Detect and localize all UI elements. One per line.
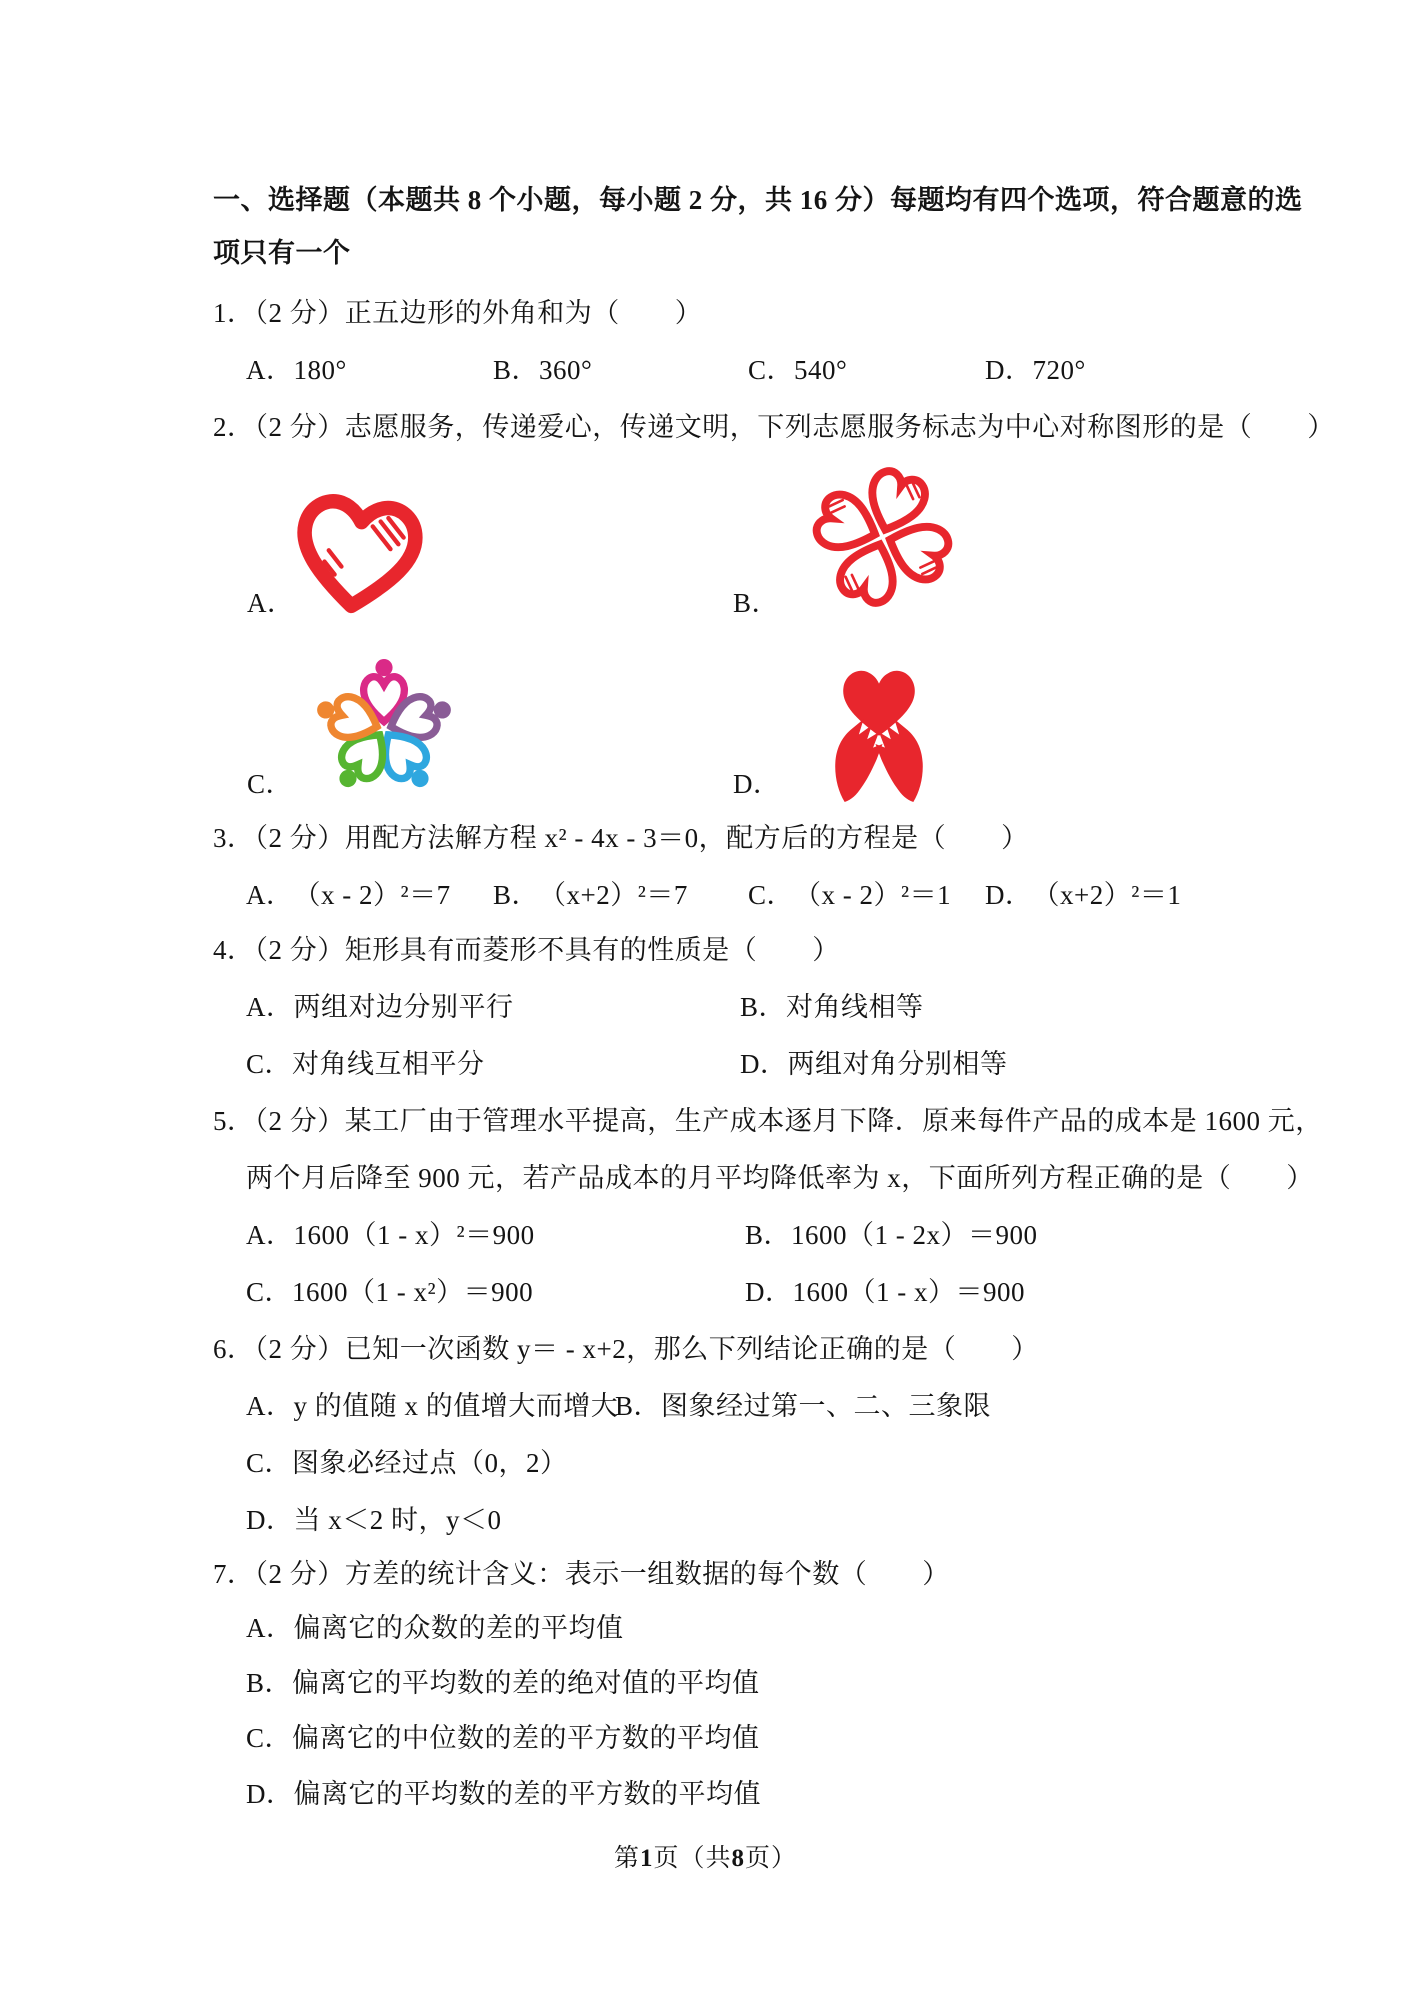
option-letter: A． <box>246 1220 294 1250</box>
question-3-option-b <box>493 877 688 913</box>
option-text: 两组对角分别相等 <box>787 1049 1008 1079</box>
question-4-option-d <box>740 1046 1008 1082</box>
option-letter: C． <box>246 1277 293 1307</box>
four-hearts-clover-logo-icon <box>790 458 975 616</box>
five-hearts-people-logo-icon <box>286 648 482 800</box>
question-1-option-a <box>246 352 347 388</box>
question-4-option-b <box>740 989 924 1025</box>
option-letter: A． <box>246 1613 294 1643</box>
option-letter: C． <box>748 880 795 910</box>
option-text: 偏离它的中位数的差的平方数的平均值 <box>292 1723 760 1753</box>
question-2-image-label-c: C． <box>247 769 294 799</box>
option-text: 对角线互相平分 <box>292 1049 485 1079</box>
option-letter: C． <box>246 1723 293 1753</box>
option-letter: D． <box>740 1049 788 1079</box>
option-text: 360° <box>539 355 593 385</box>
question-2-stem: 2．（2 分）志愿服务，传递爱心，传递文明，下列志愿服务标志为中心对称图形的是（ ） <box>213 412 1335 442</box>
question-4-stem: 4．（2 分）矩形具有而菱形不具有的性质是（ ） <box>213 935 840 965</box>
option-letter: B． <box>740 992 787 1022</box>
question-5-stem-line1: 5．（2 分）某工厂由于管理水平提高，生产成本逐月下降．原来每件产品的成本是 1600 元， <box>213 1106 1323 1136</box>
option-text: 图象经过第一、二、三象限 <box>661 1391 992 1421</box>
option-letter: B． <box>246 1668 293 1698</box>
page-footer <box>0 1838 1411 1874</box>
option-letter: A． <box>246 355 294 385</box>
question-6-option-c <box>246 1445 568 1481</box>
question-3-option-d <box>985 877 1181 913</box>
option-letter: C． <box>246 1448 293 1478</box>
question-7-option-b <box>246 1665 760 1701</box>
option-text: 720° <box>1032 355 1086 385</box>
question-2-image-label-d: D． <box>733 769 781 799</box>
question-6-stem: 6．（2 分）已知一次函数 y＝ - x+2，那么下列结论正确的是（ ） <box>213 1334 1039 1364</box>
option-letter: B． <box>493 880 540 910</box>
question-3-option-c <box>748 877 951 913</box>
option-letter: C． <box>748 355 795 385</box>
heart-with-hand-logo-icon <box>284 487 432 615</box>
question-7-stem: 7．（2 分）方差的统计含义：表示一组数据的每个数（ ） <box>213 1559 950 1589</box>
option-letter: B． <box>745 1220 792 1250</box>
section-title-line1: 一、选择题（本题共 8 个小题，每小题 2 分，共 16 分）每题均有四个选项，符合题意的选 <box>213 185 1303 215</box>
option-text: y 的值随 x 的值增大而增大 <box>293 1391 619 1421</box>
option-text: 1600（1 - 2x）＝900 <box>791 1220 1038 1250</box>
option-letter: B． <box>493 355 540 385</box>
question-3-stem: 3．（2 分）用配方法解方程 x² - 4x - 3＝0，配方后的方程是（ ） <box>213 823 1029 853</box>
option-text: 偏离它的众数的差的平均值 <box>293 1613 624 1643</box>
question-7-option-d <box>246 1776 761 1812</box>
question-5-stem-line2: 两个月后降至 900 元，若产品成本的月平均降低率为 x，下面所列方程正确的是（ ） <box>246 1163 1314 1193</box>
option-text: 1600（1 - x²）＝900 <box>292 1277 534 1307</box>
option-text: 540° <box>794 355 848 385</box>
question-1-option-d <box>985 352 1086 388</box>
question-6-option-a <box>246 1388 618 1424</box>
option-text: 180° <box>293 355 347 385</box>
option-text: 图象必经过点（0，2） <box>292 1448 568 1478</box>
question-4-option-c <box>246 1046 485 1082</box>
option-text: （x+2）²＝1 <box>1032 880 1182 910</box>
question-6-option-b <box>615 1388 991 1424</box>
option-letter: B． <box>615 1391 662 1421</box>
option-text: 1600（1 - x）＝900 <box>792 1277 1025 1307</box>
question-1-option-c <box>748 352 847 388</box>
question-5-option-d <box>745 1274 1025 1310</box>
footer-text-suffix: 页） <box>745 1845 798 1872</box>
footer-total-pages: 8 <box>731 1845 745 1872</box>
footer-page-number: 1 <box>639 1845 654 1872</box>
option-text: 对角线相等 <box>786 992 924 1022</box>
heart-in-hands-logo-icon <box>784 660 974 802</box>
question-2-image-label-b: B． <box>733 588 780 618</box>
option-letter: D． <box>985 880 1033 910</box>
option-text: （x - 2）²＝7 <box>293 880 451 910</box>
question-4-option-a <box>246 989 514 1025</box>
option-letter: D． <box>246 1779 294 1809</box>
question-5-option-b <box>745 1217 1038 1253</box>
option-text: 偏离它的平均数的差的平方数的平均值 <box>293 1779 761 1809</box>
option-text: （x - 2）²＝1 <box>794 880 952 910</box>
option-text: 两组对边分别平行 <box>293 992 514 1022</box>
footer-text-mid: 页（共 <box>653 1845 732 1872</box>
question-7-option-a <box>246 1610 624 1646</box>
question-6-option-d <box>246 1502 502 1538</box>
footer-text-prefix: 第 <box>613 1845 640 1872</box>
option-text: 偏离它的平均数的差的绝对值的平均值 <box>292 1668 760 1698</box>
option-letter: D． <box>246 1505 294 1535</box>
question-5-option-c <box>246 1274 533 1310</box>
option-letter: A． <box>246 1391 294 1421</box>
option-letter: D． <box>985 355 1033 385</box>
question-5-option-a <box>246 1217 535 1253</box>
option-letter: C． <box>246 1049 293 1079</box>
option-text: （x+2）²＝7 <box>539 880 688 910</box>
option-text: 1600（1 - x）²＝900 <box>293 1220 535 1250</box>
option-text: 当 x＜2 时，y＜0 <box>293 1505 502 1535</box>
option-letter: A． <box>246 992 294 1022</box>
question-1-stem: 1．（2 分）正五边形的外角和为（ ） <box>213 298 703 328</box>
question-1-option-b <box>493 352 592 388</box>
option-letter: A． <box>246 880 294 910</box>
section-title-line2: 项只有一个 <box>213 238 351 268</box>
option-letter: D． <box>745 1277 793 1307</box>
question-3-option-a <box>246 877 451 913</box>
question-7-option-c <box>246 1720 760 1756</box>
question-2-image-label-a: A． <box>247 588 295 618</box>
